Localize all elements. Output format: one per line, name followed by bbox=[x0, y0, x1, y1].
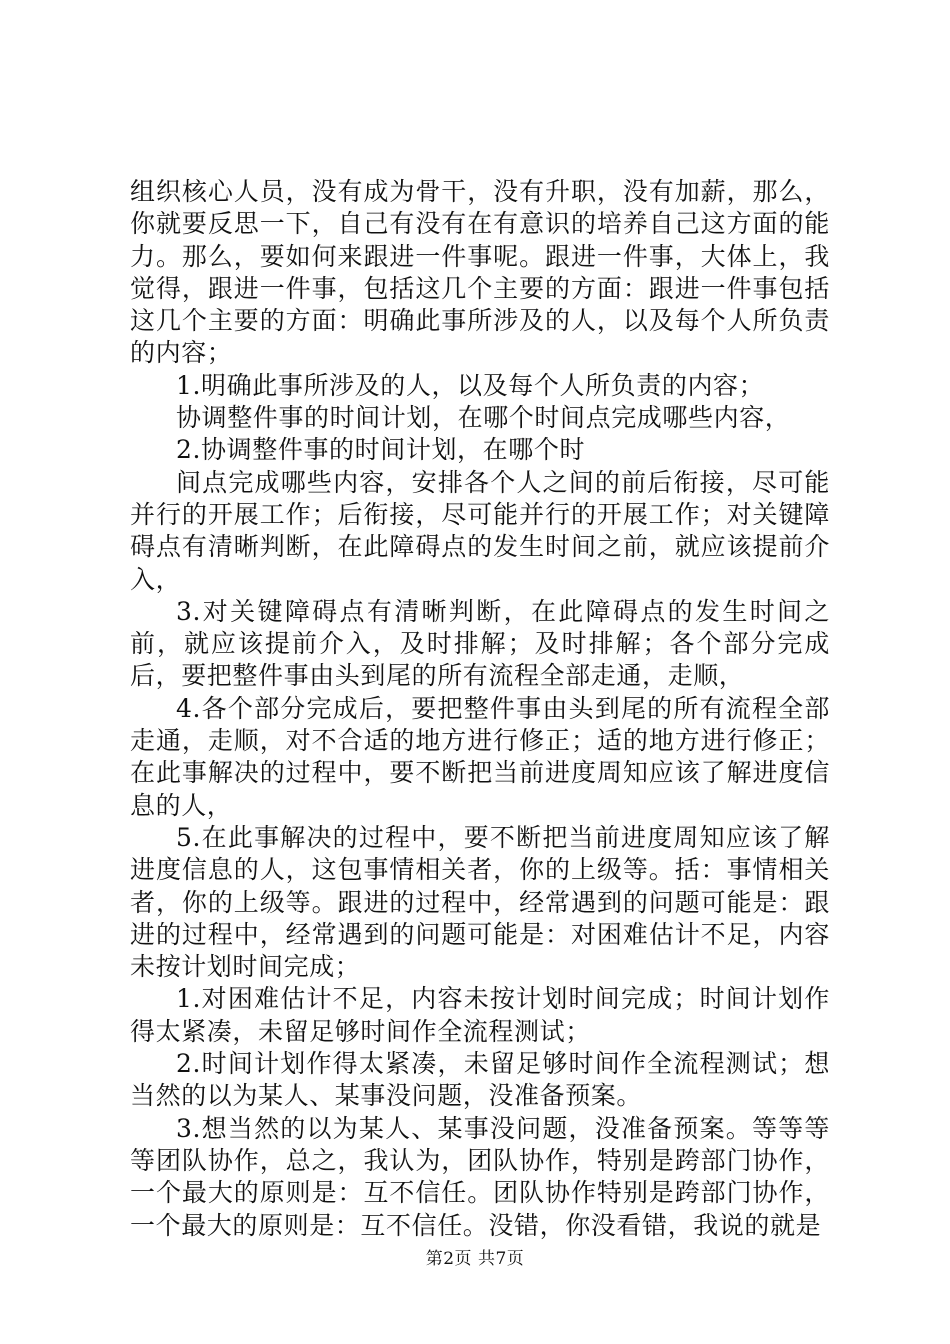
paragraph: 4.各个部分完成后，要把整件事由头到尾的所有流程全部走通，走顺，对不合适的地方进行修正；适的地方进行修正；在此事解决的过程中，要不断把当前进度周知应该了解进度信息的人， bbox=[130, 693, 830, 820]
paragraph: 3.对关键障碍点有清晰判断，在此障碍点的发生时间之前，就应该提前介入，及时排解；及时排解；各个部分完成后，要把整件事由头到尾的所有流程全部走通，走顺， bbox=[130, 596, 830, 691]
paragraph: 1.明确此事所涉及的人，以及每个人所负责的内容； bbox=[176, 370, 765, 400]
paragraph: 2.协调整件事的时间计划，在哪个时 bbox=[176, 435, 586, 465]
paragraph: 1.对困难估计不足，内容未按计划时间完成；时间计划作得太紧凑，未留足够时间作全流程测试； bbox=[130, 984, 830, 1046]
paragraph: 5.在此事解决的过程中，要不断把当前进度周知应该了解进度信息的人，这包事情相关者，你的上级等。括：事情相关者，你的上级等。跟进的过程中，经常遇到的问题可能是：跟进的过程中，经常遇到的问题可能是：对困难估计不足，内容未按计划时间完成； bbox=[130, 822, 830, 982]
paragraph: 间点完成哪些内容，安排各个人之间的前后衔接，尽可能并行的开展工作；后衔接，尽可能并行的开展工作；对关键障碍点有清晰判断，在此障碍点的发生时间之前，就应该提前介入， bbox=[130, 467, 830, 594]
paragraph: 3.想当然的以为某人、某事没问题，没准备预案。等等等等团队协作，总之，我认为，团队协作，特别是跨部门协作，一个最大的原则是：互不信任。团队协作特别是跨部门协作，一个最大的原则是：互不信任。没错，你没看错，我说的就是 bbox=[130, 1113, 830, 1240]
paragraph: 协调整件事的时间计划，在哪个时间点完成哪些内容， bbox=[176, 403, 791, 433]
paragraph: 组织核心人员，没有成为骨干，没有升职，没有加薪，那么，你就要反思一下，自己有没有在有意识的培养自己这方面的能力。那么，要如何来跟进一件事呢。跟进一件事，大体上，我觉得，跟进一件事，包括这几个主要的方面：跟进一件事包括这几个主要的方面：明确此事所涉及的人，以及每个人所负责的内容； bbox=[130, 177, 830, 368]
page-number-footer: 第2页 共7页 bbox=[425, 1249, 525, 1269]
paragraph: 2.时间计划作得太紧凑，未留足够时间作全流程测试；想当然的以为某人、某事没问题，没准备预案。 bbox=[130, 1049, 830, 1111]
document-body bbox=[130, 176, 830, 1242]
